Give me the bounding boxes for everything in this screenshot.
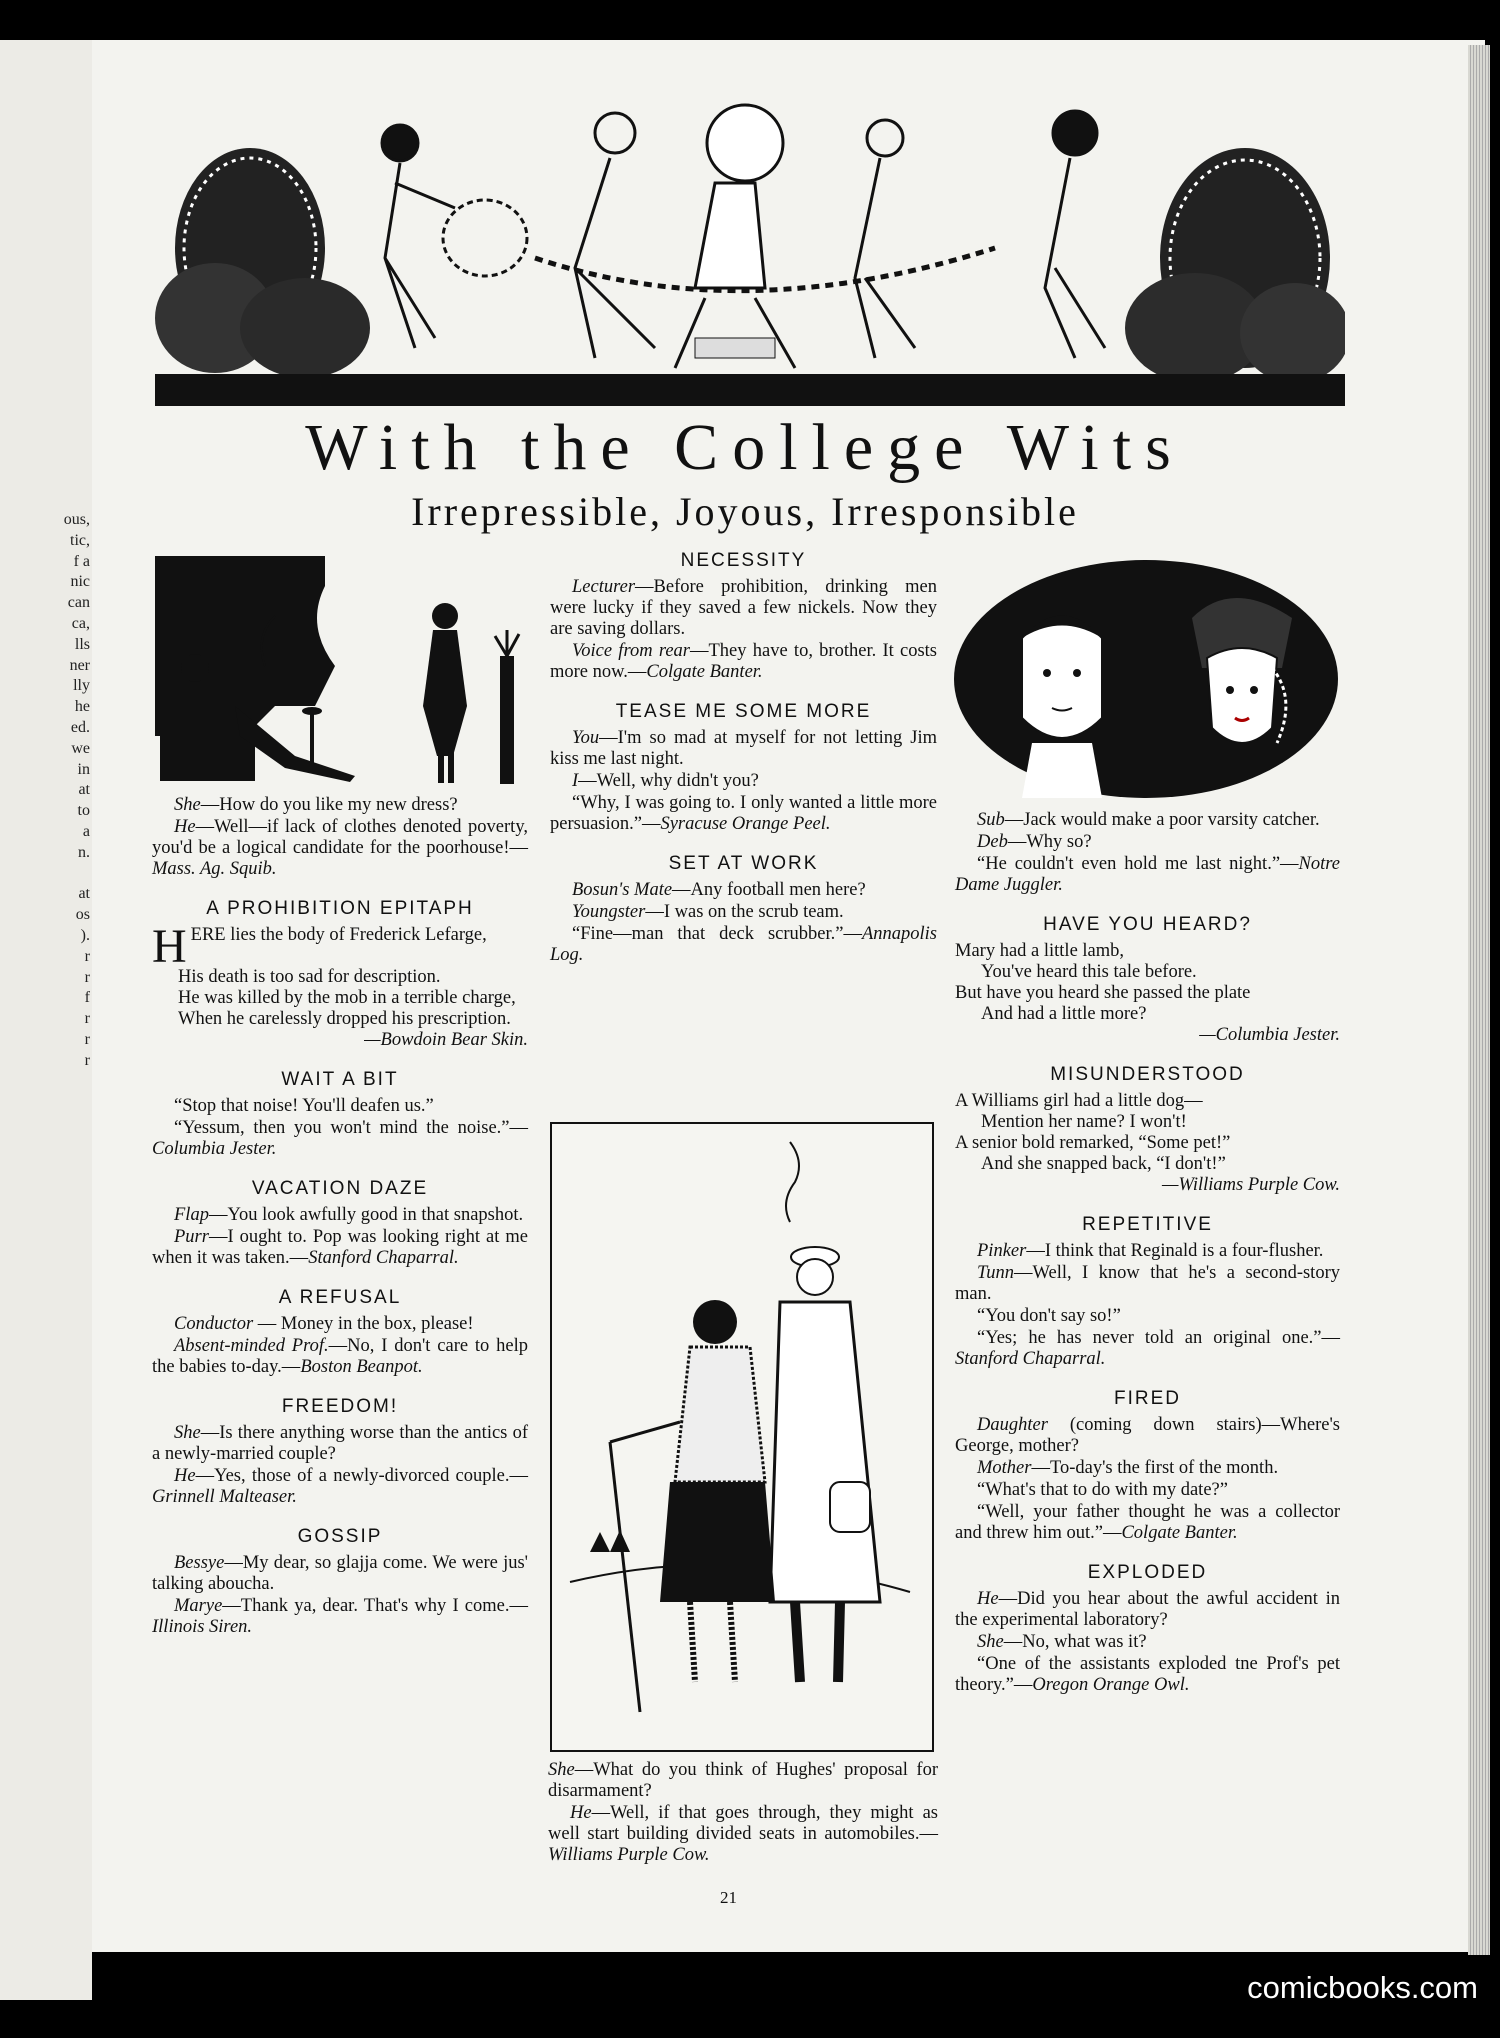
source-credit: Illinois Siren. xyxy=(152,1617,253,1637)
joke-line: —Is there anything worse than the antics of a newly-married couple? xyxy=(152,1423,528,1464)
facing-page-fragment: ca, xyxy=(71,615,90,632)
heading-set-at-work: SET AT WORK xyxy=(668,853,819,874)
facing-page-fragment: r xyxy=(84,947,90,965)
speaker: Purr xyxy=(174,1227,209,1247)
right-shrubbery xyxy=(1125,148,1345,383)
heading-prohibition-epitaph: A PROHIBITION EPITAPH xyxy=(206,898,474,919)
speaker: Bosun's Mate xyxy=(572,880,673,900)
poem-line: ERE lies the body of Frederick Lefarge, xyxy=(190,925,487,945)
poem-line: A senior bold remarked, “Some pet!” xyxy=(955,1133,1231,1153)
speaker: Flap xyxy=(174,1205,209,1225)
source-credit: Boston Beanpot. xyxy=(300,1357,423,1377)
watermark: comicbooks.com xyxy=(1247,1970,1478,2005)
speaker: He xyxy=(174,817,196,837)
facing-page-fragment: n. xyxy=(78,843,90,861)
joke-line: “Yes; he has never told an original one.”— xyxy=(977,1328,1340,1348)
source-credit: —Williams Purple Cow. xyxy=(1162,1175,1340,1195)
speaker: Pinker xyxy=(977,1241,1027,1261)
joke-line: —They have to, brother. It costs more now.— xyxy=(550,641,938,682)
left-shrubbery xyxy=(155,148,370,378)
source-credit: —Bowdoin Bear Skin. xyxy=(364,1030,528,1050)
source-credit: Colgate Banter. xyxy=(1121,1523,1238,1543)
heading-wait-a-bit: WAIT A BIT xyxy=(281,1069,399,1090)
facing-page-fragment: ner xyxy=(69,656,90,674)
joke-line: —Thank ya, dear. That's why I come.— xyxy=(222,1596,528,1616)
speaker: Daughter xyxy=(977,1415,1048,1435)
heading-gossip: GOSSIP xyxy=(297,1526,383,1547)
poem-line: Mention her name? I won't! xyxy=(981,1112,1187,1132)
facing-page-fragment: in xyxy=(77,760,90,778)
dancing-figures xyxy=(382,105,1105,368)
banner-ground xyxy=(155,374,1345,406)
drop-cap: H xyxy=(152,920,187,973)
joke-line: — Money in the box, please! xyxy=(253,1314,474,1334)
facing-page-edge xyxy=(0,40,92,2000)
joke-line: —No, what was it? xyxy=(1003,1632,1147,1652)
speaker: He xyxy=(977,1589,999,1609)
facing-page-fragment: lly xyxy=(73,677,90,695)
facing-page-fragment: tic, xyxy=(70,531,90,549)
joke-line: (coming down stairs)—Where's George, mother? xyxy=(955,1415,1340,1456)
facing-page-fragment: he xyxy=(74,698,90,716)
joke-line: —Did you hear about the awful accident in the experimental laboratory? xyxy=(955,1589,1340,1630)
source-credit: Williams Purple Cow. xyxy=(548,1845,710,1865)
source-credit: Oregon Orange Owl. xyxy=(1032,1675,1190,1695)
speaker: She xyxy=(977,1632,1004,1652)
facing-page-fragment: r xyxy=(84,968,90,986)
couple-portrait-illustration xyxy=(952,558,1340,800)
speaker: Youngster xyxy=(572,902,646,922)
source-credit: Mass. Ag. Squib. xyxy=(152,859,277,879)
heading-fired: FIRED xyxy=(1114,1388,1181,1409)
joke-line: “One of the assistants exploded tne Prof's pet theory.”— xyxy=(955,1654,1340,1695)
facing-page-fragment: nic xyxy=(70,573,90,591)
speaker: Absent-minded Prof. xyxy=(174,1336,329,1356)
joke-line: —Any football men here? xyxy=(672,880,866,900)
joke-line: “What's that to do with my date?” xyxy=(977,1480,1228,1500)
speaker: Sub xyxy=(977,810,1005,830)
poem-line: Mary had a little lamb, xyxy=(955,941,1125,961)
poem-line: And had a little more? xyxy=(981,1004,1147,1024)
speaker: He xyxy=(174,1466,196,1486)
silhouette-illustration xyxy=(155,556,535,784)
winter-couple-illustration xyxy=(550,1122,934,1752)
poem-misunderstood xyxy=(955,1091,1340,1196)
facing-page-fragment: ed. xyxy=(70,719,90,736)
speaker: Marye xyxy=(174,1596,223,1616)
joke-line: —I was on the scrub team. xyxy=(645,902,844,922)
heading-repetitive: REPETITIVE xyxy=(1082,1214,1213,1235)
joke-line: —Well—if lack of clothes denoted poverty, you'd be a logical candidate for the poorhouse!— xyxy=(152,817,528,858)
joke-line: “He couldn't even hold me last night.”— xyxy=(977,854,1299,874)
source-credit: Notre Dame Juggler. xyxy=(955,854,1340,895)
source-credit: Stanford Chaparral. xyxy=(955,1349,1106,1369)
speaker: She xyxy=(174,795,201,815)
heading-have-you-heard: HAVE YOU HEARD? xyxy=(1043,914,1252,935)
poem-line: When he carelessly dropped his prescription. xyxy=(178,1009,511,1029)
joke-line: —What do you think of Hughes' proposal for disarmament? xyxy=(548,1760,938,1801)
joke-line: —Well, I know that he's a second-story man. xyxy=(955,1263,1340,1304)
facing-page-fragment: we xyxy=(71,739,90,757)
joke-line: —Well, why didn't you? xyxy=(578,771,759,791)
joke-line: —No, I don't care to help the babies to-day.— xyxy=(152,1336,528,1377)
facing-page-fragment: at xyxy=(78,781,90,799)
poem-line: But have you heard she passed the plate xyxy=(955,983,1251,1003)
page-subtitle: Irrepressible, Joyous, Irresponsible xyxy=(411,489,1079,534)
joke-line: “Why, I was going to. I only wanted a little more persuasion.”— xyxy=(550,793,937,834)
source-credit: Annapolis Log. xyxy=(550,924,937,965)
heading-exploded: EXPLODED xyxy=(1087,1562,1208,1583)
speaker: I xyxy=(572,771,579,791)
joke-line: —Yes, those of a newly-divorced couple.— xyxy=(195,1466,528,1486)
poem-have-you-heard xyxy=(955,941,1340,1046)
page-number: 21 xyxy=(720,1888,737,1907)
facing-page-fragment: f xyxy=(84,989,90,1007)
speaker: You xyxy=(572,728,600,748)
poem-prohibition-epitaph xyxy=(152,920,528,1051)
joke-line: “Well, your father thought he was a collector and threw him out.”— xyxy=(955,1502,1340,1543)
joke-line: “Yessum, then you won't mind the noise.”— xyxy=(174,1118,528,1138)
heading-necessity: NECESSITY xyxy=(680,550,807,571)
speaker: Lecturer xyxy=(572,577,636,597)
joke-line: —I'm so mad at myself for not letting Jim kiss me last night. xyxy=(550,728,937,769)
column-1 xyxy=(152,795,528,1639)
speaker: Tunn xyxy=(977,1263,1015,1283)
banner-illustration xyxy=(155,88,1345,406)
caption-disarmament xyxy=(548,1760,938,1867)
speaker: She xyxy=(174,1423,201,1443)
heading-vacation-daze: VACATION DAZE xyxy=(251,1178,429,1199)
heading-freedom: FREEDOM! xyxy=(281,1396,399,1417)
speaker: Bessye xyxy=(174,1553,225,1573)
speaker: He xyxy=(570,1803,592,1823)
joke-line: —To-day's the first of the month. xyxy=(1031,1458,1279,1478)
poem-line: He was killed by the mob in a terrible charge, xyxy=(178,988,516,1008)
facing-page-fragment: os xyxy=(75,906,90,924)
joke-line: —Before prohibition, drinking men were lucky if they saved a few nickels. Now they are saving dollars. xyxy=(550,577,937,639)
source-credit: Columbia Jester. xyxy=(152,1139,277,1159)
speaker: Conductor xyxy=(174,1314,254,1334)
column-3 xyxy=(955,810,1340,1697)
joke-line: —I ought to. Pop was looking right at me when it was taken.— xyxy=(152,1227,528,1268)
joke-line: —My dear, so glajja come. We were jus' talking aboucha. xyxy=(152,1553,528,1594)
facing-page-fragment: to xyxy=(77,802,90,820)
facing-page-fragment: r xyxy=(84,1051,90,1069)
facing-page-fragment: r xyxy=(84,1010,90,1028)
facing-page-fragment: ). xyxy=(80,927,90,944)
facing-page-fragment: a xyxy=(82,823,90,840)
joke-line: “You don't say so!” xyxy=(977,1306,1121,1326)
page-title: With the College Wits xyxy=(305,411,1185,484)
heading-misunderstood: MISUNDERSTOOD xyxy=(1050,1064,1245,1085)
joke-line: “Stop that noise! You'll deafen us.” xyxy=(174,1096,434,1116)
joke-line: —How do you like my new dress? xyxy=(200,795,458,815)
facing-page-fragment: r xyxy=(84,1031,90,1048)
source-credit: Colgate Banter. xyxy=(646,662,763,682)
source-credit: Syracuse Orange Peel. xyxy=(660,814,831,834)
source-credit: —Columbia Jester. xyxy=(1199,1025,1340,1045)
speaker: Deb xyxy=(977,832,1008,852)
joke-line: “Fine—man that deck scrubber.”— xyxy=(572,924,862,944)
source-credit: Grinnell Malteaser. xyxy=(152,1487,297,1507)
speaker: Voice from rear xyxy=(572,641,690,661)
poem-line: A Williams girl had a little dog— xyxy=(955,1091,1203,1111)
joke-line: —Why so? xyxy=(1007,832,1092,852)
page-stack-edge xyxy=(1468,45,1490,1955)
facing-page-fragment: f a xyxy=(73,552,90,570)
facing-page-fragment: lls xyxy=(74,635,90,653)
speaker: She xyxy=(548,1760,575,1780)
joke-new-dress xyxy=(152,795,528,880)
source-credit: Stanford Chaparral. xyxy=(308,1248,459,1268)
poem-line: You've heard this tale before. xyxy=(981,962,1197,982)
joke-line: —You look awfully good in that snapshot. xyxy=(208,1205,524,1225)
poem-line: His death is too sad for description. xyxy=(178,967,441,987)
heading-a-refusal: A REFUSAL xyxy=(278,1287,402,1308)
column-2 xyxy=(550,540,937,967)
joke-line: —Well, if that goes through, they might as well start building divided seats in automobiles.— xyxy=(548,1803,938,1844)
facing-page-fragment: can xyxy=(67,594,90,612)
speaker: Mother xyxy=(977,1458,1032,1478)
joke-line: —Jack would make a poor varsity catcher. xyxy=(1004,810,1320,830)
facing-page-fragment: ous, xyxy=(63,511,90,528)
joke-line: —I think that Reginald is a four-flusher. xyxy=(1026,1241,1324,1261)
heading-tease-me-some-more: TEASE ME SOME MORE xyxy=(615,701,872,722)
facing-page-fragment: at xyxy=(78,885,90,903)
poem-line: And she snapped back, “I don't!” xyxy=(981,1154,1226,1174)
